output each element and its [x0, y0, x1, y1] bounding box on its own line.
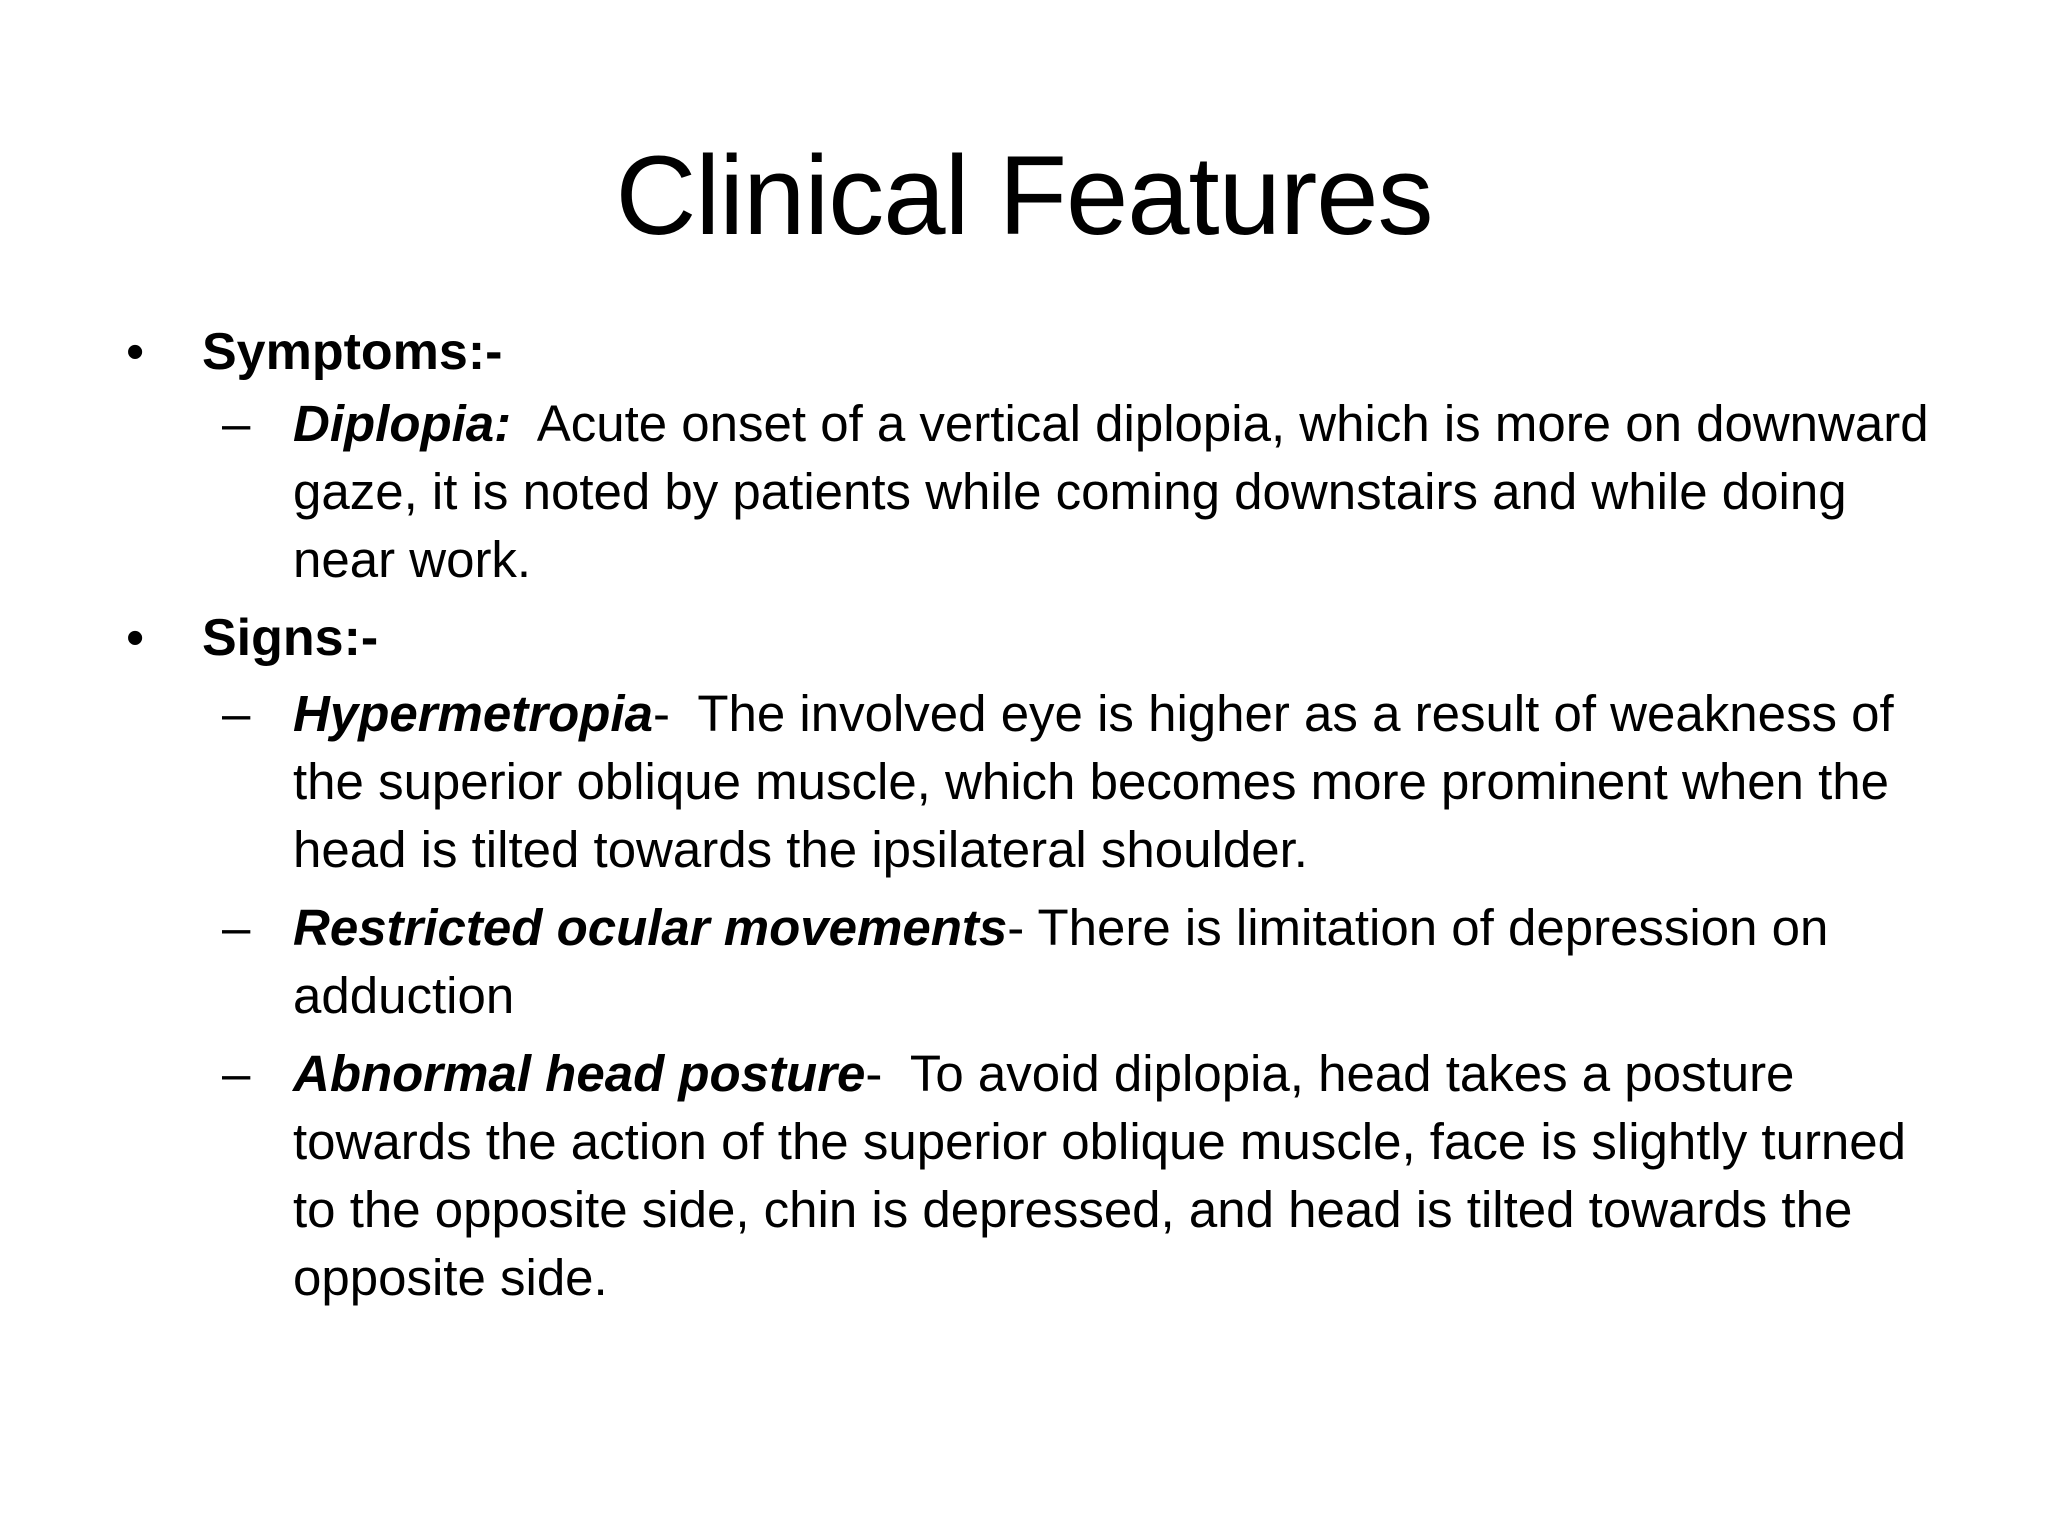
section-heading-label: Symptoms:- — [202, 323, 503, 381]
sub-item-restricted-ocular-movements — [120, 894, 1960, 1030]
sub-item-abnormal-head-posture — [120, 1040, 1960, 1312]
section-heading-signs — [120, 604, 1960, 672]
sub-item-text: Acute onset of a vertical diplopia, which is more on downward gaze, it is noted by patients while coming downstairs and while doing near work. — [293, 395, 1929, 588]
sub-item-separator: - — [652, 685, 698, 742]
sub-item-separator — [511, 395, 537, 452]
sub-item-text: There is limitation of depression on adduction — [293, 899, 1829, 1024]
slide-title: Clinical Features — [615, 133, 1433, 258]
sub-item-diplopia — [120, 390, 1960, 594]
sub-item-term: Restricted ocular movements — [293, 899, 1008, 956]
sub-item-term: Hypermetropia — [293, 685, 653, 742]
section-heading-label: Signs:- — [202, 609, 379, 667]
bullet-icon: • — [126, 609, 145, 667]
sub-item-term: Abnormal head posture — [293, 1045, 866, 1102]
sub-item-separator: - — [1007, 899, 1038, 956]
dash-icon: – — [222, 395, 251, 452]
sub-item-term: Diplopia: — [293, 395, 512, 452]
section-heading-symptoms — [120, 318, 1960, 386]
dash-icon: – — [222, 899, 251, 956]
sub-item-text: To avoid diplopia, head takes a posture towards the action of the superior oblique muscle, face is slightly turned to the opposite side, chin is depressed, and head is tilted towards the opposite side. — [293, 1045, 1907, 1306]
slide-content — [120, 318, 1960, 1318]
sub-item-hypermetropia — [120, 680, 1960, 884]
bullet-icon: • — [126, 323, 145, 381]
sub-item-separator: - — [865, 1045, 910, 1102]
dash-icon: – — [222, 685, 251, 742]
dash-icon: – — [222, 1045, 251, 1102]
sub-item-text: The involved eye is higher as a result of weakness of the superior oblique muscle, which becomes more prominent when the head is tilted towards the ipsilateral shoulder. — [293, 685, 1894, 878]
